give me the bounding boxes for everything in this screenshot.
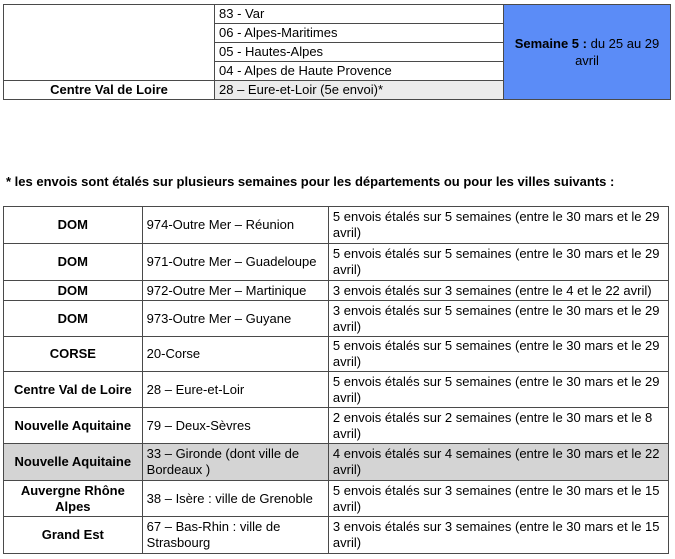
department-cell: 67 – Bas-Rhin : ville de Strasbourg (142, 517, 328, 554)
shipment-info-cell: 2 envois étalés sur 2 semaines (entre le 30 mars et le 8 avril) (328, 408, 668, 444)
shipment-info-cell: 3 envois étalés sur 3 semaines (entre le 30 mars et le 15 avril) (328, 517, 668, 554)
region-cell: Nouvelle Aquitaine (4, 408, 143, 444)
region-cell: DOM (4, 301, 143, 337)
table-row (4, 207, 669, 244)
table-row (4, 408, 669, 444)
region-cell: CORSE (4, 337, 143, 372)
department-cell: 83 - Var (215, 5, 504, 24)
department-cell: 974-Outre Mer – Réunion (142, 207, 328, 244)
table-row (4, 244, 669, 281)
department-cell: 28 – Eure-et-Loir (142, 372, 328, 408)
department-cell: 28 – Eure-et-Loir (5e envoi)* (215, 81, 504, 100)
shipment-info-cell: 5 envois étalés sur 5 semaines (entre le 30 mars et le 29 avril) (328, 207, 668, 244)
department-cell: 973-Outre Mer – Guyane (142, 301, 328, 337)
region-cell: Auvergne Rhône Alpes (4, 481, 143, 517)
region-cell: Grand Est (4, 517, 143, 554)
week-cell (504, 5, 671, 100)
shipment-info-cell: 5 envois étalés sur 5 semaines (entre le 30 mars et le 29 avril) (328, 372, 668, 408)
table-row (4, 281, 669, 301)
table-row (4, 301, 669, 337)
region-cell: Centre Val de Loire (4, 81, 215, 100)
department-cell: 33 – Gironde (dont ville de Bordeaux ) (142, 444, 328, 481)
table-row (4, 517, 669, 554)
week-label: Semaine 5 : (514, 36, 587, 51)
shipment-info-cell: 5 envois étalés sur 5 semaines (entre le 30 mars et le 29 avril) (328, 337, 668, 372)
staggered-shipments-table (3, 206, 669, 554)
region-cell: Nouvelle Aquitaine (4, 444, 143, 481)
week-dates: du 25 au 29 avril (575, 36, 660, 68)
shipment-info-cell: 3 envois étalés sur 5 semaines (entre le 30 mars et le 29 avril) (328, 301, 668, 337)
department-cell: 04 - Alpes de Haute Provence (215, 62, 504, 81)
region-cell-empty (4, 5, 215, 81)
shipment-info-cell: 5 envois étalés sur 5 semaines (entre le 30 mars et le 29 avril) (328, 244, 668, 281)
department-cell: 06 - Alpes-Maritimes (215, 24, 504, 43)
department-cell: 38 – Isère : ville de Grenoble (142, 481, 328, 517)
table-row (4, 444, 669, 481)
department-cell: 79 – Deux-Sèvres (142, 408, 328, 444)
week-schedule-table (3, 4, 671, 100)
shipment-info-cell: 5 envois étalés sur 3 semaines (entre le 30 mars et le 15 avril) (328, 481, 668, 517)
region-cell: DOM (4, 281, 143, 301)
department-cell: 05 - Hautes-Alpes (215, 43, 504, 62)
region-cell: DOM (4, 244, 143, 281)
department-cell: 971-Outre Mer – Guadeloupe (142, 244, 328, 281)
footnote: * les envois sont étalés sur plusieurs semaines pour les départements ou pour les villes suivants : (6, 174, 615, 189)
table-row (4, 372, 669, 408)
department-cell: 972-Outre Mer – Martinique (142, 281, 328, 301)
region-cell: DOM (4, 207, 143, 244)
shipment-info-cell: 3 envois étalés sur 3 semaines (entre le 4 et le 22 avril) (328, 281, 668, 301)
table-row (4, 481, 669, 517)
shipment-info-cell: 4 envois étalés sur 4 semaines (entre le 30 mars et le 22 avril) (328, 444, 668, 481)
department-cell: 20-Corse (142, 337, 328, 372)
table-row (4, 337, 669, 372)
table-row (4, 5, 671, 24)
region-cell: Centre Val de Loire (4, 372, 143, 408)
